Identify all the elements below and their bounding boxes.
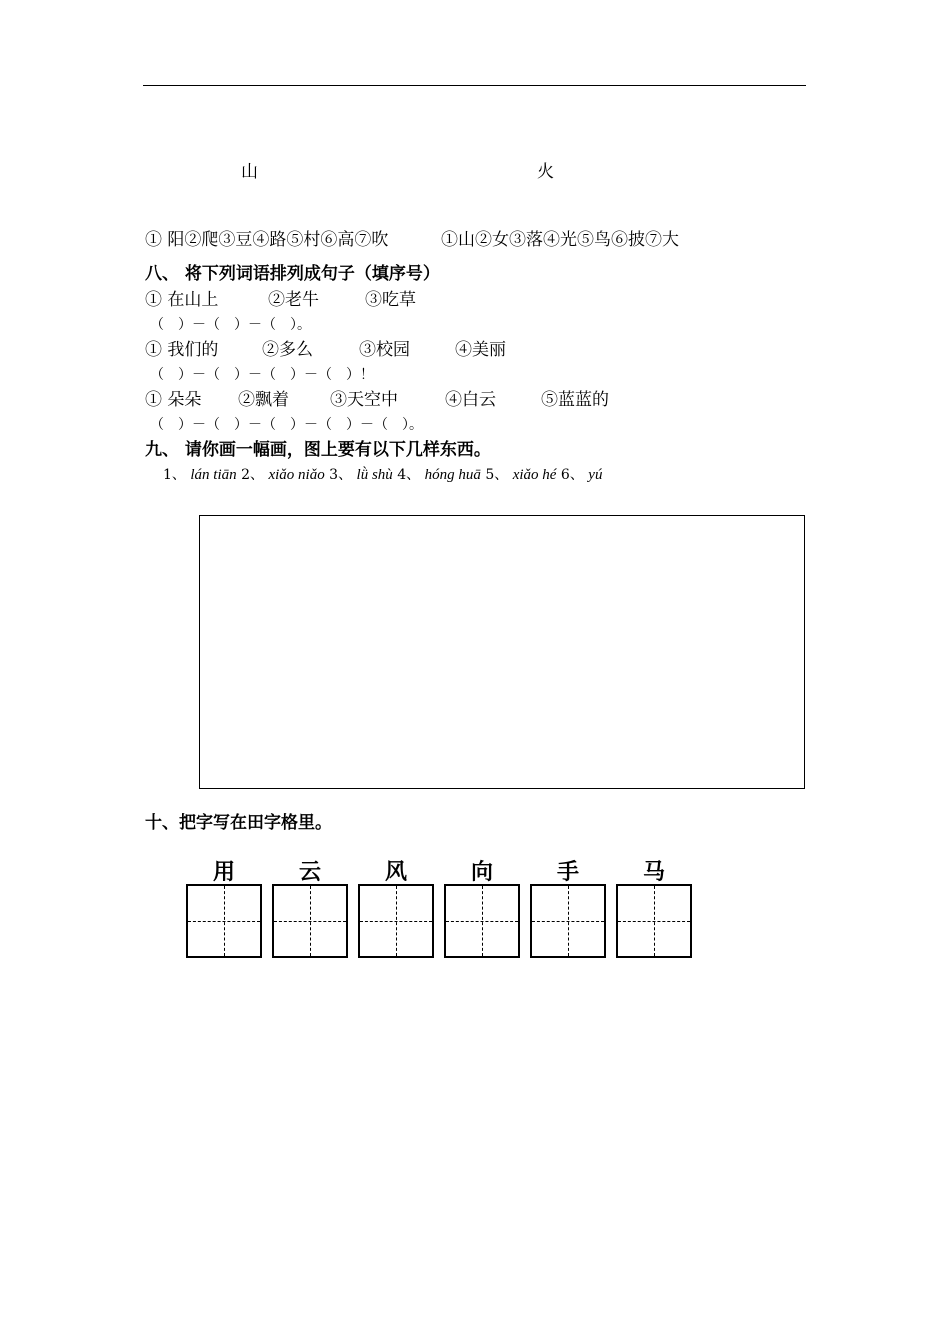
- grid-char-label: 用: [212, 859, 235, 885]
- pinyin-word: xiǎo niǎo: [268, 467, 325, 483]
- pinyin-num: 6、: [560, 467, 584, 483]
- s8-q2-word: ① 我们的: [145, 340, 219, 360]
- s8-q3-word: ④白云: [445, 390, 496, 410]
- header-rule: [143, 85, 806, 86]
- s8-q3-word: ②飘着: [238, 390, 289, 410]
- s8-q3-word: ③天空中: [330, 390, 398, 410]
- pinyin-num: 5、: [485, 467, 509, 483]
- pinyin-word: yú: [588, 467, 603, 483]
- pinyin-num: 1、: [163, 467, 186, 483]
- char-choices-a: ① 阳②爬③豆④路⑤村⑥高⑦吹: [145, 230, 389, 250]
- pinyin-word: hóng huā: [424, 467, 481, 483]
- radical-fire: 火: [537, 162, 554, 182]
- s8-q3-word: ① 朵朵: [145, 390, 202, 410]
- tian-grid-cell[interactable]: [530, 884, 606, 958]
- pinyin-word: lán tiān: [190, 467, 237, 483]
- s8-q2-word: ②多么: [262, 340, 313, 360]
- section8-heading: 八、 将下列词语排列成句子（填序号）: [145, 264, 440, 284]
- tian-grid-cell[interactable]: [186, 884, 262, 958]
- pinyin-item-list: [163, 466, 602, 484]
- radical-mountain: 山: [241, 162, 258, 182]
- pinyin-word: lǜ shù: [356, 467, 393, 483]
- drawing-area[interactable]: [199, 515, 805, 789]
- grid-char-label: 风: [384, 859, 407, 885]
- pinyin-num: 2、: [241, 467, 265, 483]
- s8-q3-word: ⑤蓝蓝的: [541, 390, 609, 410]
- grid-char-label: 马: [642, 859, 665, 885]
- s8-q1-word: ③吃草: [365, 290, 416, 310]
- section9-heading: 九、 请你画一幅画，图上要有以下几样东西。: [145, 440, 491, 460]
- s8-q1-answer-blank[interactable]: （ ）－（ ）－（ ）。: [150, 317, 311, 333]
- grid-char-label: 向: [470, 859, 493, 885]
- tian-grid-cell[interactable]: [272, 884, 348, 958]
- s8-q2-word: ④美丽: [455, 340, 506, 360]
- section10-heading: 十、把字写在田字格里。: [145, 813, 332, 833]
- tian-grid-cell[interactable]: [444, 884, 520, 958]
- grid-char-label: 云: [298, 859, 321, 885]
- s8-q2-answer-blank[interactable]: （ ）－（ ）－（ ）－（ ）！: [150, 367, 374, 383]
- pinyin-word: xiǎo hé: [512, 467, 557, 483]
- pinyin-num: 4、: [397, 467, 421, 483]
- char-choices-b: ①山②女③落④光⑤鸟⑥披⑦大: [441, 230, 679, 250]
- s8-q1-word: ②老牛: [268, 290, 319, 310]
- pinyin-num: 3、: [329, 467, 353, 483]
- s8-q1-word: ① 在山上: [145, 290, 219, 310]
- tian-grid-cell[interactable]: [616, 884, 692, 958]
- s8-q2-word: ③校园: [359, 340, 410, 360]
- grid-char-label: 手: [556, 859, 579, 885]
- s8-q3-answer-blank[interactable]: （ ）－（ ）－（ ）－（ ）－（ ）。: [150, 417, 423, 433]
- tian-grid-cell[interactable]: [358, 884, 434, 958]
